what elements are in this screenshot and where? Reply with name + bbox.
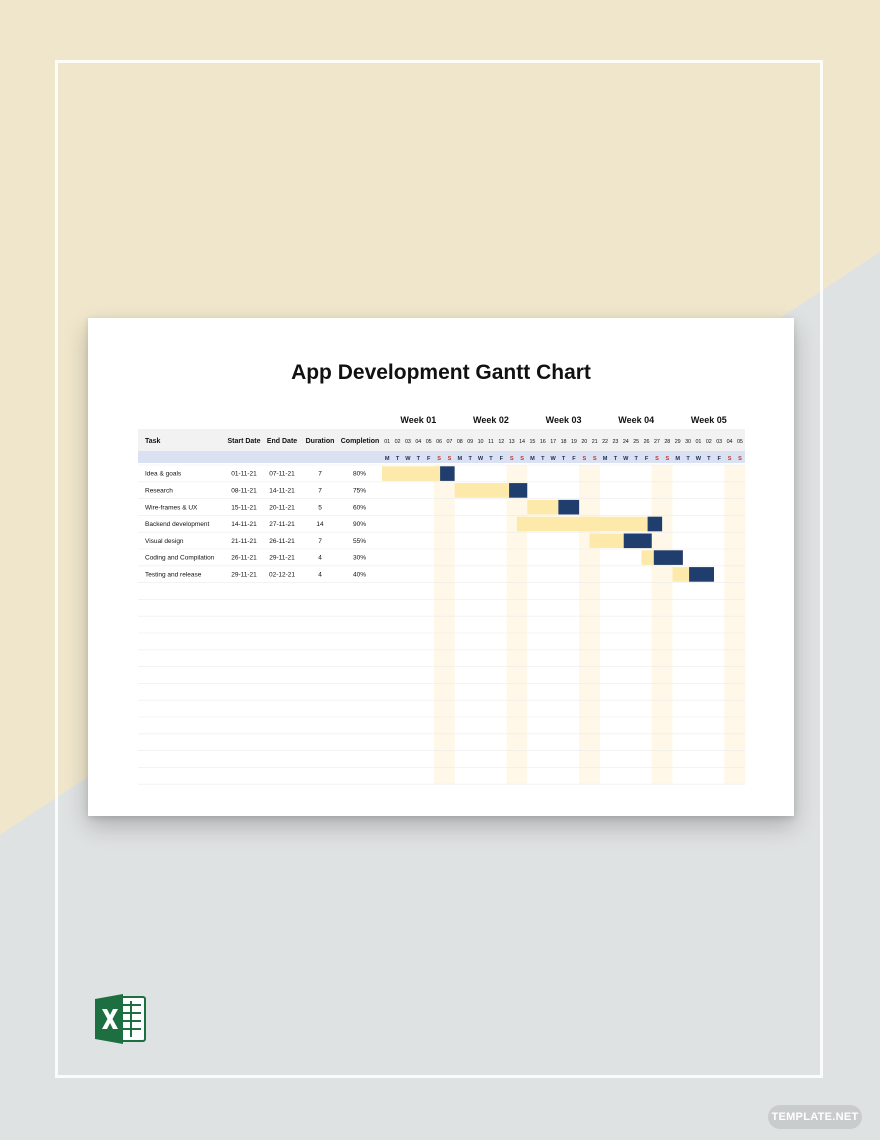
- weekday-tick: T: [395, 456, 400, 462]
- weekday-tick: T: [686, 456, 690, 462]
- week-label: Week 04: [618, 415, 655, 425]
- task-duration: 14: [316, 521, 324, 529]
- weekday-tick: T: [541, 456, 545, 462]
- weekend-column: [507, 465, 517, 784]
- date-tick: 10: [477, 439, 484, 445]
- weekday-tick: W: [623, 456, 629, 462]
- task-start: 29-11-21: [231, 571, 257, 579]
- date-tick: 03: [404, 439, 411, 445]
- weekday-tick: W: [695, 456, 702, 462]
- task-start: 26-11-21: [231, 554, 257, 562]
- task-completion: 75%: [352, 487, 366, 495]
- weekday-tick: S: [582, 456, 587, 462]
- weekday-tick: S: [592, 456, 597, 462]
- weekend-column: [735, 465, 745, 784]
- date-tick: 14: [519, 439, 526, 445]
- date-tick: 17: [550, 439, 557, 445]
- task-completion: 30%: [352, 554, 366, 562]
- weekday-tick: S: [520, 456, 524, 462]
- weekday-tick: M: [675, 456, 681, 462]
- task-name: Backend development: [145, 521, 210, 529]
- task-start: 01-11-21: [231, 470, 257, 478]
- date-tick: 05: [425, 439, 432, 445]
- task-name: Coding and Compilation: [145, 554, 215, 562]
- task-end: 07-11-21: [269, 470, 295, 478]
- weekend-column: [590, 465, 600, 784]
- task-completion: 40%: [352, 571, 366, 579]
- task-name: Idea & goals: [145, 470, 182, 478]
- week-label: Week 03: [545, 415, 582, 425]
- date-tick: 07: [446, 439, 453, 445]
- date-tick: 09: [467, 439, 474, 445]
- column-header: Start Date: [227, 438, 261, 445]
- task-bar-remaining: [558, 500, 579, 515]
- date-tick: 06: [436, 439, 443, 445]
- chart-title: App Development Gantt Chart: [291, 361, 591, 384]
- column-header: Completion: [340, 438, 380, 445]
- excel-icon: [95, 994, 147, 1044]
- weekday-tick: S: [738, 456, 742, 462]
- week-label: Week 02: [473, 415, 509, 425]
- date-tick: 18: [560, 439, 567, 445]
- weekday-tick: S: [509, 456, 514, 462]
- task-bar-remaining: [689, 567, 714, 582]
- weekend-column: [579, 465, 589, 784]
- weekday-tick: T: [707, 456, 711, 462]
- weekend-column: [444, 465, 454, 784]
- column-header: End Date: [266, 438, 298, 445]
- task-duration: 5: [318, 504, 322, 512]
- task-start: 21-11-21: [231, 537, 257, 545]
- task-end: 27-11-21: [269, 521, 295, 529]
- task-completion: 90%: [352, 521, 366, 529]
- date-tick: 28: [664, 439, 671, 445]
- weekday-tick: S: [437, 456, 441, 462]
- date-tick: 03: [716, 439, 723, 445]
- date-tick: 26: [643, 439, 650, 445]
- date-tick: 11: [488, 439, 494, 445]
- column-header: Duration: [305, 438, 335, 445]
- date-tick: 16: [539, 439, 546, 445]
- weekday-tick: S: [665, 456, 670, 462]
- weekday-tick: T: [468, 456, 472, 462]
- date-tick: 02: [394, 439, 401, 445]
- task-duration: 7: [318, 470, 322, 478]
- template-watermark: TEMPLATE.NET: [768, 1105, 862, 1129]
- date-tick: 15: [529, 439, 536, 445]
- task-end: 02-12-21: [268, 571, 296, 579]
- task-duration: 7: [318, 537, 322, 545]
- task-bar-remaining: [648, 517, 663, 532]
- date-tick: 05: [736, 439, 743, 445]
- weekday-tick: S: [655, 456, 659, 462]
- weekday-tick: S: [727, 456, 732, 462]
- task-duration: 4: [318, 571, 322, 579]
- weekend-column: [652, 465, 662, 784]
- task-bar-planned: [517, 517, 662, 532]
- weekday-tick: F: [426, 456, 431, 462]
- date-tick: 08: [456, 439, 463, 445]
- task-end: 29-11-21: [269, 554, 295, 562]
- task-name: Visual design: [145, 537, 184, 545]
- task-bar-remaining: [509, 483, 527, 498]
- task-name: Wire-frames & UX: [145, 504, 198, 512]
- weekday-tick: F: [717, 456, 721, 462]
- task-name: Research: [145, 487, 173, 495]
- weekday-tick: T: [416, 456, 421, 462]
- date-tick: 25: [633, 439, 640, 445]
- weekday-tick: F: [644, 456, 649, 462]
- task-end: 26-11-21: [269, 537, 295, 545]
- task-start: 15-11-21: [231, 504, 257, 512]
- weekday-tick: M: [530, 456, 535, 462]
- task-completion: 80%: [352, 470, 366, 478]
- task-completion: 60%: [352, 504, 366, 512]
- week-label: Week 05: [690, 415, 727, 425]
- weekend-column: [662, 465, 672, 784]
- week-label: Week 01: [400, 415, 437, 425]
- date-tick: 21: [591, 439, 598, 445]
- weekday-tick: W: [477, 456, 484, 462]
- task-end: 20-11-21: [269, 504, 295, 512]
- date-tick: 23: [612, 439, 619, 445]
- date-tick: 30: [685, 439, 692, 445]
- weekday-tick: M: [602, 456, 608, 462]
- spreadsheet-preview: [88, 318, 794, 816]
- weekday-tick: W: [550, 456, 556, 462]
- weekday-row: [138, 451, 745, 463]
- weekday-tick: T: [634, 456, 638, 462]
- weekday-tick: F: [572, 456, 576, 462]
- task-bar-remaining: [654, 550, 683, 565]
- weekend-column: [434, 465, 444, 784]
- weekend-column: [724, 465, 734, 784]
- date-tick: 22: [602, 439, 609, 445]
- task-duration: 7: [318, 487, 322, 495]
- task-end: 14-11-21: [269, 487, 295, 495]
- task-bar-remaining: [440, 466, 455, 481]
- weekday-tick: T: [561, 456, 566, 462]
- date-tick: 29: [674, 439, 681, 445]
- date-tick: 20: [581, 439, 588, 445]
- task-name: Testing and release: [145, 571, 202, 579]
- date-tick: 24: [622, 439, 629, 445]
- date-tick: 12: [498, 439, 505, 445]
- task-start: 14-11-21: [231, 521, 257, 529]
- weekend-column: [517, 465, 527, 784]
- weekday-tick: S: [447, 456, 452, 462]
- weekday-tick: F: [499, 456, 504, 462]
- weekday-tick: T: [489, 456, 493, 462]
- weekday-tick: W: [405, 456, 411, 462]
- column-header: Task: [145, 438, 161, 445]
- date-tick: 04: [415, 439, 422, 445]
- date-tick: 19: [570, 439, 577, 445]
- date-tick: 01: [695, 439, 702, 445]
- date-tick: 02: [705, 439, 712, 445]
- task-duration: 4: [318, 554, 322, 562]
- weekday-tick: T: [613, 456, 618, 462]
- date-tick: 01: [384, 439, 391, 445]
- task-start: 08-11-21: [231, 487, 257, 495]
- weekday-tick: M: [384, 456, 390, 462]
- date-tick: 27: [653, 439, 660, 445]
- gantt-chart: [88, 318, 794, 816]
- weekday-tick: M: [457, 456, 463, 462]
- date-tick: 04: [726, 439, 733, 445]
- date-tick: 13: [508, 439, 515, 445]
- task-completion: 55%: [352, 537, 366, 545]
- task-bar-remaining: [624, 534, 652, 549]
